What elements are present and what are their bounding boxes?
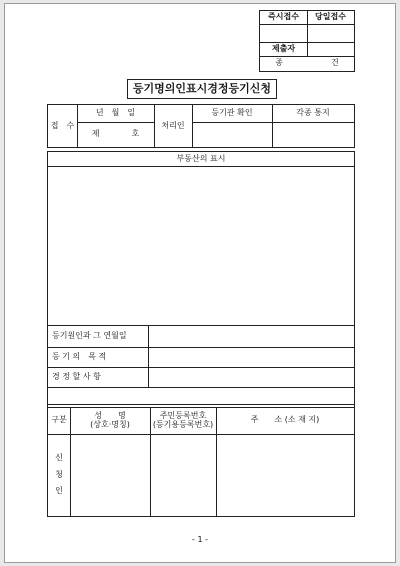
same-day-receipt-label: 당일접수 (315, 12, 346, 22)
applicant-name-value[interactable] (71, 435, 150, 516)
count-label: 종 건 (275, 58, 339, 68)
receipt-box (259, 10, 355, 72)
page-number: - 1 - (192, 534, 208, 544)
purpose-label: 등 기 의 목 적 (52, 351, 107, 361)
property-section-title: 부동산의 표시 (176, 153, 226, 163)
submitter-label: 제출자 (271, 43, 296, 53)
applicant-char-2: 청 (55, 469, 63, 479)
applicant-address-value[interactable] (217, 435, 354, 516)
applicant-char-1: 신 (55, 452, 63, 462)
reg-no-header: 주민등록번호 (등기용등록번호) (152, 410, 214, 429)
reception-table (47, 104, 355, 148)
cause-and-date-value[interactable] (149, 326, 354, 347)
reception-date: 년 월 일 (95, 108, 136, 118)
corrections-value[interactable] (149, 368, 354, 387)
name-header: 성 명 (상호·명칭) (90, 410, 130, 429)
applicant-char-3: 인 (55, 486, 63, 496)
reception-number: 제 호 (91, 129, 140, 139)
cause-and-date-label: 등기원인과 그 연월일 (52, 330, 127, 340)
address-header: 주 소 (소 재 지) (250, 415, 320, 425)
form-title: 등기명의인표시경정등기신청 (127, 79, 277, 99)
registry-check-label: 등기관 확인 (211, 108, 253, 118)
form-page (4, 3, 396, 563)
applicant-label (48, 434, 70, 516)
corrections-label: 경 정 할 사 항 (52, 371, 101, 381)
immediate-receipt-label: 즉시접수 (268, 12, 299, 22)
reception-label: 접 수 (50, 120, 75, 130)
notices-label: 각종 통지 (296, 108, 330, 118)
main-form-table (47, 151, 355, 517)
category-header: 구분 (51, 415, 67, 425)
property-description-area[interactable] (48, 167, 354, 325)
processor-label: 처리인 (161, 120, 185, 130)
purpose-value[interactable] (149, 348, 354, 367)
applicant-reg-no-value[interactable] (151, 435, 216, 516)
